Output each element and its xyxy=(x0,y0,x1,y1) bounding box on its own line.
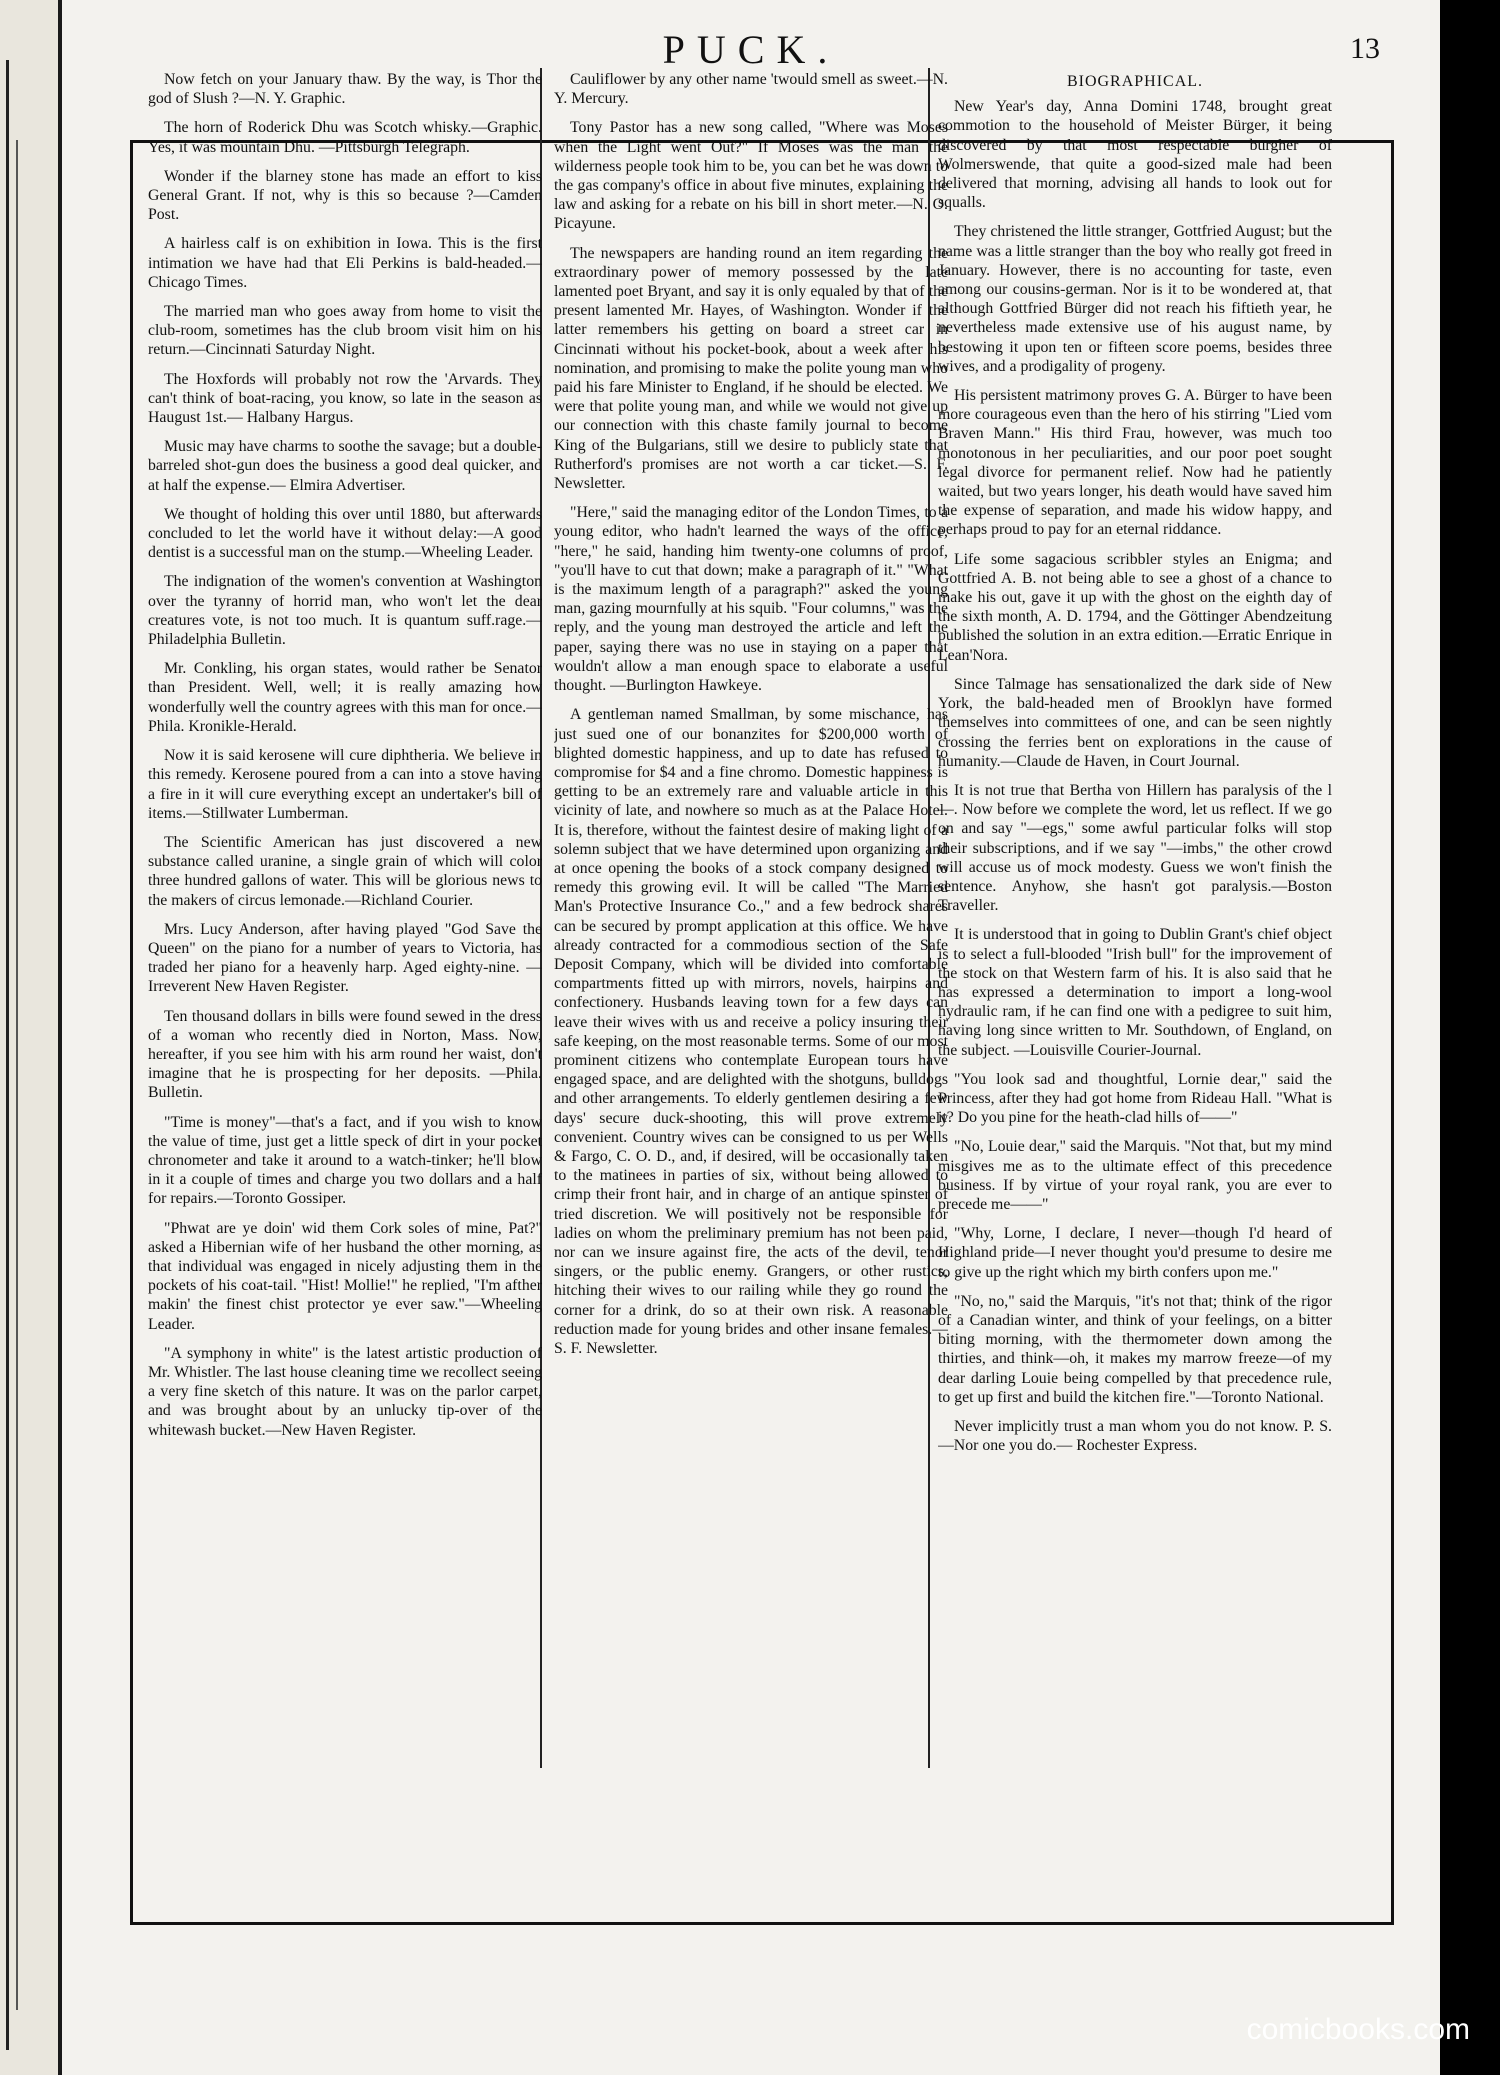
watermark: comicbooks.com xyxy=(1246,2013,1470,2046)
article-paragraph: "You look sad and thoughtful, Lornie dear," said the Princess, after they had got home from Rideau Hall. "What is it? Do you pine for the heath-clad hills of——" xyxy=(938,1070,1332,1127)
article-paragraph: "No, Louie dear," said the Marquis. "Not that, but my mind misgives me as to the ultimate effect of this precedence business. If by virtue of your royal rank, you are ever to precede me——" xyxy=(938,1138,1332,1213)
article-paragraph: "No, no," said the Marquis, "it's not that; think of the rigor of a Canadian winter, and think of your feelings, on a bitter biting morning, with the thermometer down among the thirties, and think—oh, it makes my marrow freeze—of my dear darling Louie being compelled by that precedence rule, to get up first and build the kitchen fire."—Toronto National. xyxy=(938,1292,1332,1406)
article-paragraph: A hairless calf is on exhibition in Iowa. This is the first intimation we have had that Eli Perkins is bald-headed.—Chicago Times. xyxy=(148,235,542,291)
article-paragraph: Mr. Conkling, his organ states, would rather be Senator than President. Well, well; it is really amazing how wonderfully well the country agrees with this man for once.—Phila. Kronikle-Herald. xyxy=(148,660,542,735)
article-paragraph: "Here," said the managing editor of the London Times, to a young editor, who hadn't learned the ways of the office, "here," he said, handing him twenty-one columns of proof, "you'll have to cut that down; make a paragraph of it." "What is the maximum length of a paragraph?" asked the young man, gazing mournfully at his squib. "Four columns," was the reply, and the young man destroyed the article and left the paper, saying there was no use in staying on a paper that wouldn't allow a man enough space to elaborate a useful thought. —Burlington Hawkeye. xyxy=(554,504,948,695)
article-paragraph: "A symphony in white" is the latest artistic production of Mr. Whistler. The last house cleaning time we recollect seeing a very fine sketch of this nature. It was on the parlor carpet, and was brought about by an unlucky tip-over of the whitewash bucket.—New Haven Register. xyxy=(148,1344,542,1439)
article-paragraph: The Hoxfords will probably not row the 'Arvards. They can't think of boat-racing, you know, so late in the season as Haugust 1st.— Halbany Hargus. xyxy=(148,370,542,427)
article-paragraph: Since Talmage has sensationalized the dark side of New York, the bald-headed men of Brooklyn have formed themselves into committees of one, and can be seen nightly crossing the ferries bent on explorations in the cause of humanity.—Claude de Haven, in Court Journal. xyxy=(938,675,1332,770)
article-paragraph: Ten thousand dollars in bills were found sewed in the dress of a woman who recently died in Norton, Mass. Now, hereafter, if you see him with his arm round her waist, don't imagine that he is prospecting for her deposits. —Phila. Bulletin. xyxy=(148,1007,542,1102)
article-paragraph: Cauliflower by any other name 'twould smell as sweet.—N. Y. Mercury. xyxy=(554,71,948,108)
article-paragraph: The horn of Roderick Dhu was Scotch whisky.—Graphic. Yes, it was mountain Dhu. —Pittsburgh Telegraph. xyxy=(148,119,542,156)
article-paragraph: Life some sagacious scribbler styles an Enigma; and Gottfried A. B. not being able to see a ghost of a chance to make his out, gave it up with the ghost on the eighth day of the sixth month, A. D. 1794, and the Göttinger Abendzeitung published the solution in an extra edition.—Erratic Enrique in Lean'Nora. xyxy=(938,550,1332,664)
article-paragraph: The married man who goes away from home to visit the club-room, sometimes has the club broom visit him on his return.—Cincinnati Saturday Night. xyxy=(148,303,542,359)
binding-edge xyxy=(0,0,58,2075)
article-paragraph: Now it is said kerosene will cure diphtheria. We believe in this remedy. Kerosene poured from a can into a stove having a fire in it will cure everything except an undertaker's bill of items.—Stillwater Lumberman. xyxy=(148,747,542,822)
article-paragraph: The indignation of the women's convention at Washington over the tyranny of horrid man, who won't let the dear creatures vote, is not too much. It is quantum suff.rage.—Philadelphia Bulletin. xyxy=(148,573,542,649)
article-paragraph: We thought of holding this over until 1880, but afterwards concluded to let the world have it without delay:—A good dentist is a successful man on the stump.—Wheeling Leader. xyxy=(148,505,542,562)
article-paragraph: It is understood that in going to Dublin Grant's chief object is to select a full-blooded "Irish bull" for the improvement of the stock on that Western farm of his. It is also said that he has expressed a determination to import a long-wool hydraulic ram, if he can find one with a pedigree to suit him, having long since written to Mr. Southdown, of England, on the subject. —Louisville Courier-Journal. xyxy=(938,926,1332,1059)
article-paragraph: "Why, Lorne, I declare, I never—though I'd heard of Highland pride—I never thought you'd presume to desire me to give up the right which my birth confers upon me." xyxy=(938,1225,1332,1281)
column-3 xyxy=(938,70,1332,1760)
article-paragraph: They christened the little stranger, Gottfried August; but the name was a little stranger than the boy who really got freed in January. However, there is no accounting for taste, even among our cousins-german. Nor is it to be wondered at, that although Gottfried Bürger did not reach his fiftieth year, he nevertheless made extensive use of his august name, by bestowing it upon ten or fifteen score poems, besides three wives, and a prodigality of progeny. xyxy=(938,223,1332,375)
article-paragraph: New Year's day, Anna Domini 1748, brought great commotion to the household of Meister Bürger, it being discovered by that most respectable burgher of Wolmerswende, that quite a good-sized male had been delivered that morning, advising all hands to look out for squalls. xyxy=(938,98,1332,212)
column-1 xyxy=(148,70,542,1760)
article-paragraph: It is not true that Bertha von Hillern has paralysis of the l—. Now before we complete the word, let us reflect. If we go on and say "—egs," some awful particular folks will stop their subscriptions, and if we say "—imbs," the other crowd will accuse us of mock modesty. Guess we won't finish the sentence. Anyhow, she hasn't got paralysis.—Boston Traveller. xyxy=(938,781,1332,915)
column-2 xyxy=(554,70,948,1760)
article-paragraph: Tony Pastor has a new song called, "Where was Moses when the Light went Out?" If Moses was the man the wilderness people took him to be, you can bet he was down to the gas company's office in about five minutes, explaining the law and asking for a rebate on his bill in short meter.—N. O. Picayune. xyxy=(554,119,948,233)
article-paragraph: Now fetch on your January thaw. By the way, is Thor the god of Slush ?—N. Y. Graphic. xyxy=(148,71,542,108)
article-paragraph: "Time is money"—that's a fact, and if you wish to know the value of time, just get a little speck of dirt in your pocket chronometer and take it around to a watch-tinker; he'll blow in it a couple of times and charge you two dollars and a half for repairs.—Toronto Gossiper. xyxy=(148,1113,542,1208)
article-paragraph: The newspapers are handing round an item regarding the extraordinary power of memory possessed by the late lamented poet Bryant, and say it is only equaled by that of the present lamented Mr. Hayes, of Washington. Wonder if the latter remembers his getting on board a street car in Cincinnati without his pocket-book, about a week after his nomination, and promising to make the polite young man who paid his fare Minister to England, if he should be elected. We were that polite young man, and while we would not give up our connection with this chaste family journal to become King of the Bulgarians, still we desire to publicly state that Rutherford's promises are not worth a car ticket.—S. F. Newsletter. xyxy=(554,244,948,493)
page-number: 13 xyxy=(1350,32,1380,65)
article-paragraph: "Phwat are ye doin' wid them Cork soles of mine, Pat?" asked a Hibernian wife of her husband the other morning, as that individual was engaged in nicely adjusting them in the pockets of his coat-tail. "Hist! Mollie!" he replied, "I'm afther makin' the finest chist protector ye ever saw."—Wheeling Leader. xyxy=(148,1219,542,1333)
article-paragraph: His persistent matrimony proves G. A. Bürger to have been more courageous even than the hero of his stirring "Lied vom Braven Mann." His third Frau, however, was much too monotonous in her peculiarities, and our poor poet sought legal divorce for permanent relief. Now had he patiently waited, but two years longer, his death would have saved him the expense of separation, and made his widow happy, and perhaps proud to pay for an eternal riddance. xyxy=(938,387,1332,539)
masthead-title: PUCK. xyxy=(662,27,840,72)
page xyxy=(62,0,1440,2075)
article-paragraph: Music may have charms to soothe the savage; but a double-barreled shot-gun does the business a good deal quicker, and at half the expense.— Elmira Advertiser. xyxy=(148,438,542,494)
column-heading: BIOGRAPHICAL. xyxy=(1066,73,1204,90)
article-paragraph: Mrs. Lucy Anderson, after having played "God Save the Queen" on the piano for a number of years to Victoria, has traded her piano for a heavenly harp. Aged eighty-nine. —Irreverent New Haven Register. xyxy=(148,920,542,996)
article-paragraph: Never implicitly trust a man whom you do not know. P. S.—Nor one you do.— Rochester Express. xyxy=(938,1418,1332,1455)
article-paragraph: A gentleman named Smallman, by some mischance, has just sued one of our bonanzites for $200,000 worth of blighted domestic happiness, and up to date has refused to compromise for $4 and a fine chromo. Domestic happiness is getting to be an extremely rare and valuable article in this vicinity of late, and nowhere so much as at the Palace Hotel. It is, therefore, without the faintest desire of making light of a solemn subject that we have determined upon organizing and at once opening the books of a stock company designed to remedy this growing evil. It will be called "The Married Man's Protective Insurance Co.," and a few bedrock shares can be secured by prompt application at this office. We have already contracted for a commodious section of the Safe Deposit Company, which will be divided into comfortable compartments fitted up with mirrors, novels, hairpins and confectionery. Husbands leaving town for a few days can leave their wives with us and receive a policy insuring their safe keeping, on the most reasonable terms. Some of our most prominent citizens who contemplate European tours have engaged space, and are delighted with the shotguns, bulldogs and other arrangements. To elderly gentlemen desiring a few days' secure duck-shooting, this will prove extremely convenient. Country wives can be consigned to us per Wells & Fargo, C. O. D., and, if desired, will be occasionally taken to the matinees in parties of six, without being allowed to crimp their front hair, and in charge of an antique spinster of tried discretion. We will positively not be responsible for ladies on whom the preliminary premium has not been paid, nor can we insure against fire, the acts of the devil, tenor singers, or the public enemy. Grangers, or other rustics, hitching their wives to our railing while they go round the corner for a drink, do so at their own risk. A reasonable reduction made for young brides and other insane females.—S. F. Newsletter. xyxy=(554,706,948,1357)
article-paragraph: Wonder if the blarney stone has made an effort to kiss General Grant. If not, why is this so because ?—Camden Post. xyxy=(148,167,542,224)
article-paragraph: The Scientific American has just discovered a new substance called uranine, a single grain of which will color three hundred gallons of water. This will be glorious news to the makers of circus lemonade.—Richland Courier. xyxy=(148,833,542,909)
